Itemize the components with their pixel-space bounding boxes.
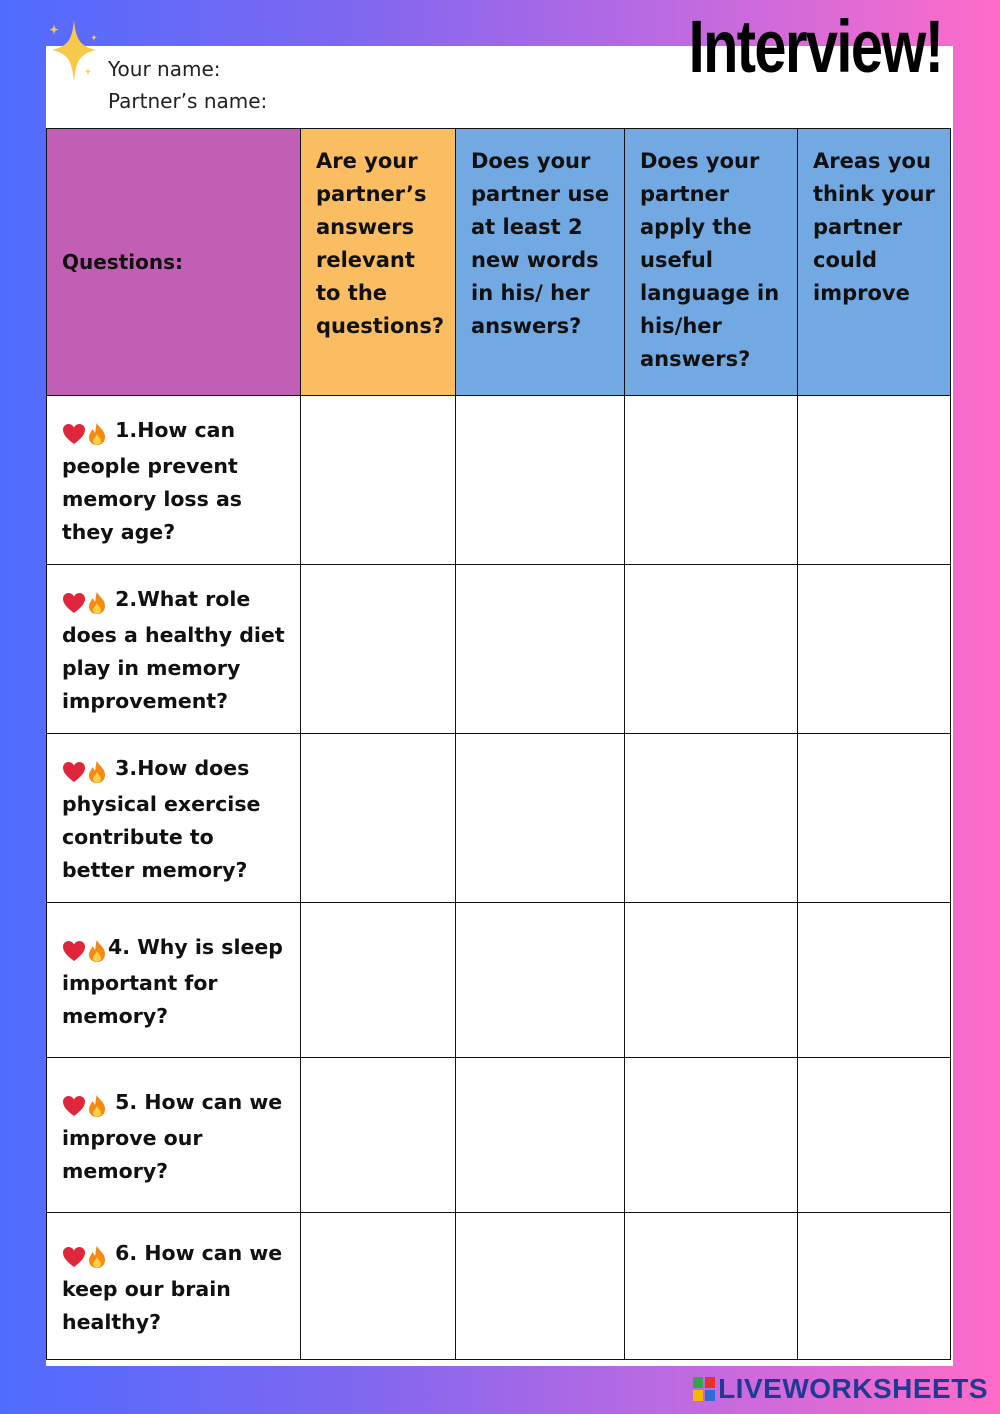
table-row (47, 396, 951, 565)
answer-cell[interactable] (798, 734, 951, 903)
fire-icon (86, 760, 108, 784)
answer-cell[interactable] (301, 734, 456, 903)
answer-cell[interactable] (456, 396, 625, 565)
table-row (47, 903, 951, 1058)
table-row (47, 734, 951, 903)
answer-cell[interactable] (798, 565, 951, 734)
heart-icon (62, 940, 86, 962)
question-cell (47, 1213, 301, 1360)
question-text: 1.How can people prevent memory loss as they age? (62, 418, 243, 544)
answer-cell[interactable] (625, 396, 798, 565)
question-text: 3.How does physical exercise contribute to better memory? (62, 756, 261, 882)
answer-cell[interactable] (301, 1058, 456, 1213)
question-cell (47, 1058, 301, 1213)
answer-cell[interactable] (301, 1213, 456, 1360)
question-text: 6. How can we keep our brain healthy? (62, 1241, 283, 1334)
logo-text: LIVEWORKSHEETS (718, 1373, 988, 1404)
answer-cell[interactable] (301, 903, 456, 1058)
question-text: 4. Why is sleep important for memory? (62, 935, 283, 1028)
question-cell (47, 396, 301, 565)
answer-cell[interactable] (625, 903, 798, 1058)
question-text: 2.What role does a healthy diet play in memory improvement? (62, 587, 285, 713)
answer-cell[interactable] (798, 903, 951, 1058)
heart-icon (62, 423, 86, 445)
table-header-row (47, 129, 951, 396)
fire-icon (86, 939, 108, 963)
improvement-column-header: Areas you think your partner could improve (798, 129, 951, 396)
partner-name-label: Partner’s name: (108, 89, 268, 113)
fire-icon (86, 591, 108, 615)
fire-icon (86, 1094, 108, 1118)
liveworksheets-logo[interactable] (693, 1374, 988, 1404)
relevance-column-header: Are your partner’s answers relevant to the questions? (301, 129, 456, 396)
fire-icon (86, 1245, 108, 1269)
answer-cell[interactable] (625, 565, 798, 734)
heart-icon (62, 761, 86, 783)
question-cell (47, 903, 301, 1058)
answer-cell[interactable] (798, 396, 951, 565)
question-cell (47, 734, 301, 903)
new-words-column-header: Does your partner use at least 2 new words in his/ her answers? (456, 129, 625, 396)
answer-cell[interactable] (456, 1058, 625, 1213)
useful-language-column-header: Does your partner apply the useful language in his/her answers? (625, 129, 798, 396)
answer-cell[interactable] (301, 565, 456, 734)
table-row (47, 1213, 951, 1360)
page-title: Interview! (688, 5, 942, 88)
table-row (47, 565, 951, 734)
heart-icon (62, 1095, 86, 1117)
liveworksheets-logo-icon (693, 1377, 715, 1401)
answer-cell[interactable] (456, 903, 625, 1058)
answer-cell[interactable] (456, 1213, 625, 1360)
answer-cell[interactable] (625, 734, 798, 903)
answer-cell[interactable] (798, 1213, 951, 1360)
your-name-label: Your name: (108, 57, 221, 81)
questions-column-header: Questions: (47, 129, 301, 396)
interview-table (46, 128, 951, 1360)
sparkle-icon (44, 16, 108, 86)
answer-cell[interactable] (625, 1058, 798, 1213)
answer-cell[interactable] (301, 396, 456, 565)
answer-cell[interactable] (456, 734, 625, 903)
fire-icon (86, 422, 108, 446)
answer-cell[interactable] (625, 1213, 798, 1360)
heart-icon (62, 592, 86, 614)
question-cell (47, 565, 301, 734)
heart-icon (62, 1246, 86, 1268)
answer-cell[interactable] (798, 1058, 951, 1213)
answer-cell[interactable] (456, 565, 625, 734)
table-row (47, 1058, 951, 1213)
question-text: 5. How can we improve our memory? (62, 1090, 283, 1183)
